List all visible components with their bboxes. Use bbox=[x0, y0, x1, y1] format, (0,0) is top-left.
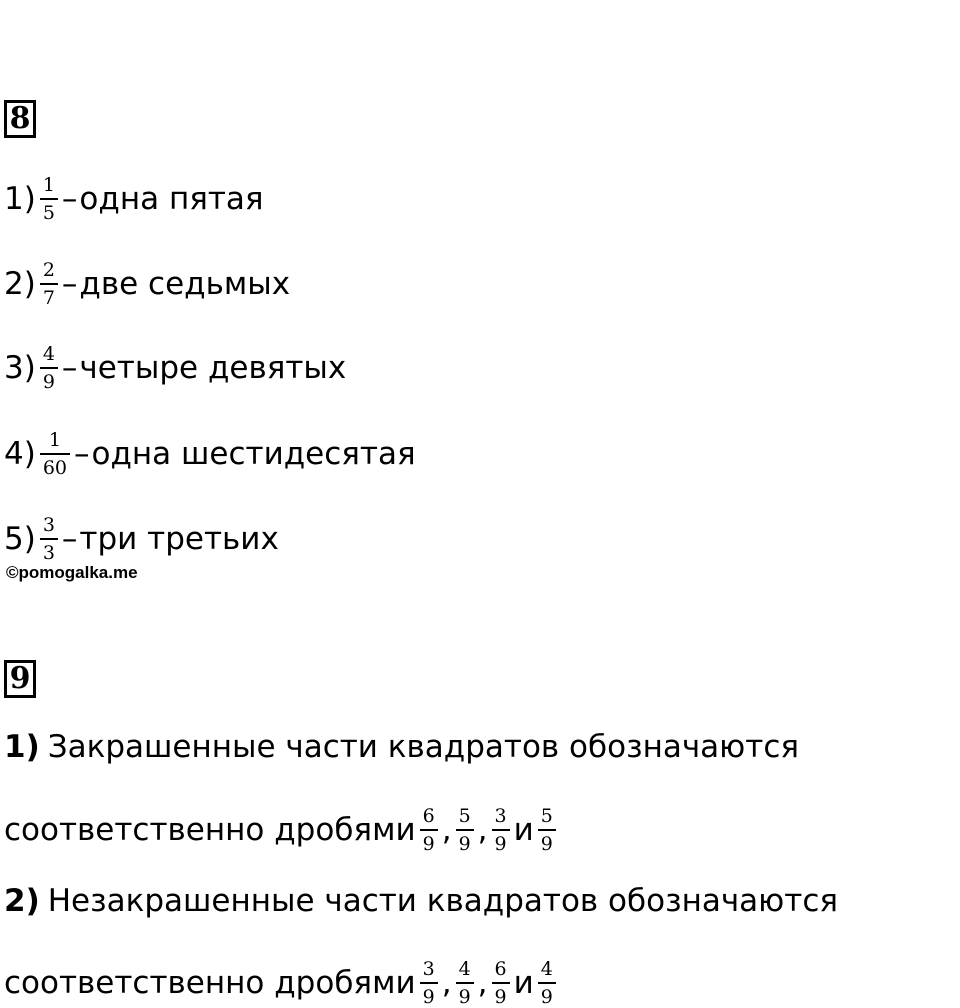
item-text: три третьих bbox=[79, 521, 279, 557]
fraction: $\frac{6}{9}$ bbox=[492, 958, 510, 1008]
item-label: 4) bbox=[4, 436, 36, 472]
item-text: две седьмых bbox=[79, 266, 291, 302]
task-8-item-4 bbox=[4, 429, 416, 479]
dash: – bbox=[61, 521, 78, 557]
task-9-part-1-line-2 bbox=[4, 805, 560, 855]
conjunction: и bbox=[513, 965, 534, 1001]
part-label: 1) bbox=[4, 729, 40, 765]
item-label: 2) bbox=[4, 266, 36, 302]
item-text: четыре девятых bbox=[79, 350, 347, 386]
task-8-item-5 bbox=[4, 514, 279, 564]
part-text: соответственно дробями bbox=[4, 812, 416, 848]
dash: – bbox=[61, 181, 78, 217]
fraction: $\frac{4}{9}$ bbox=[40, 343, 58, 393]
fraction: $\frac{5}{9}$ bbox=[456, 805, 474, 855]
fraction: $\frac{3}{3}$ bbox=[40, 514, 58, 564]
task-9-part-2-line-1 bbox=[4, 881, 838, 921]
task-9-number: 9 bbox=[4, 660, 36, 698]
task-8-item-1 bbox=[4, 174, 264, 224]
task-9-part-2-line-2 bbox=[4, 958, 560, 1008]
task-8-item-2 bbox=[4, 259, 290, 309]
comma: , bbox=[477, 812, 488, 848]
fraction: $\frac{3}{9}$ bbox=[492, 805, 510, 855]
fraction: $\frac{1}{60}$ bbox=[40, 429, 70, 479]
fraction: $\frac{4}{9}$ bbox=[538, 958, 556, 1008]
fraction: $\frac{4}{9}$ bbox=[456, 958, 474, 1008]
fraction: $\frac{5}{9}$ bbox=[538, 805, 556, 855]
comma: , bbox=[477, 965, 488, 1001]
item-text: одна пятая bbox=[79, 181, 264, 217]
item-label: 5) bbox=[4, 521, 36, 557]
comma: , bbox=[441, 965, 452, 1001]
item-label: 1) bbox=[4, 181, 36, 217]
fraction: $\frac{3}{9}$ bbox=[420, 958, 438, 1008]
item-label: 3) bbox=[4, 350, 36, 386]
copyright-watermark: ©pomogalka.me bbox=[6, 563, 138, 582]
fraction: $\frac{2}{7}$ bbox=[40, 259, 58, 309]
dash: – bbox=[61, 266, 78, 302]
part-text: Незакрашенные части квадратов обозначаются bbox=[47, 883, 839, 919]
part-text: соответственно дробями bbox=[4, 965, 416, 1001]
fraction: $\frac{6}{9}$ bbox=[420, 805, 438, 855]
dash: – bbox=[74, 436, 90, 472]
part-text: Закрашенные части квадратов обозначаются bbox=[47, 729, 800, 765]
conjunction: и bbox=[513, 812, 534, 848]
dash: – bbox=[61, 350, 78, 386]
comma: , bbox=[441, 812, 452, 848]
task-8-number: 8 bbox=[4, 100, 36, 138]
fraction: $\frac{1}{5}$ bbox=[40, 174, 58, 224]
item-text: одна шестидесятая bbox=[91, 436, 416, 472]
part-label: 2) bbox=[4, 883, 40, 919]
task-9-part-1-line-1 bbox=[4, 727, 799, 767]
task-8-item-3 bbox=[4, 343, 346, 393]
